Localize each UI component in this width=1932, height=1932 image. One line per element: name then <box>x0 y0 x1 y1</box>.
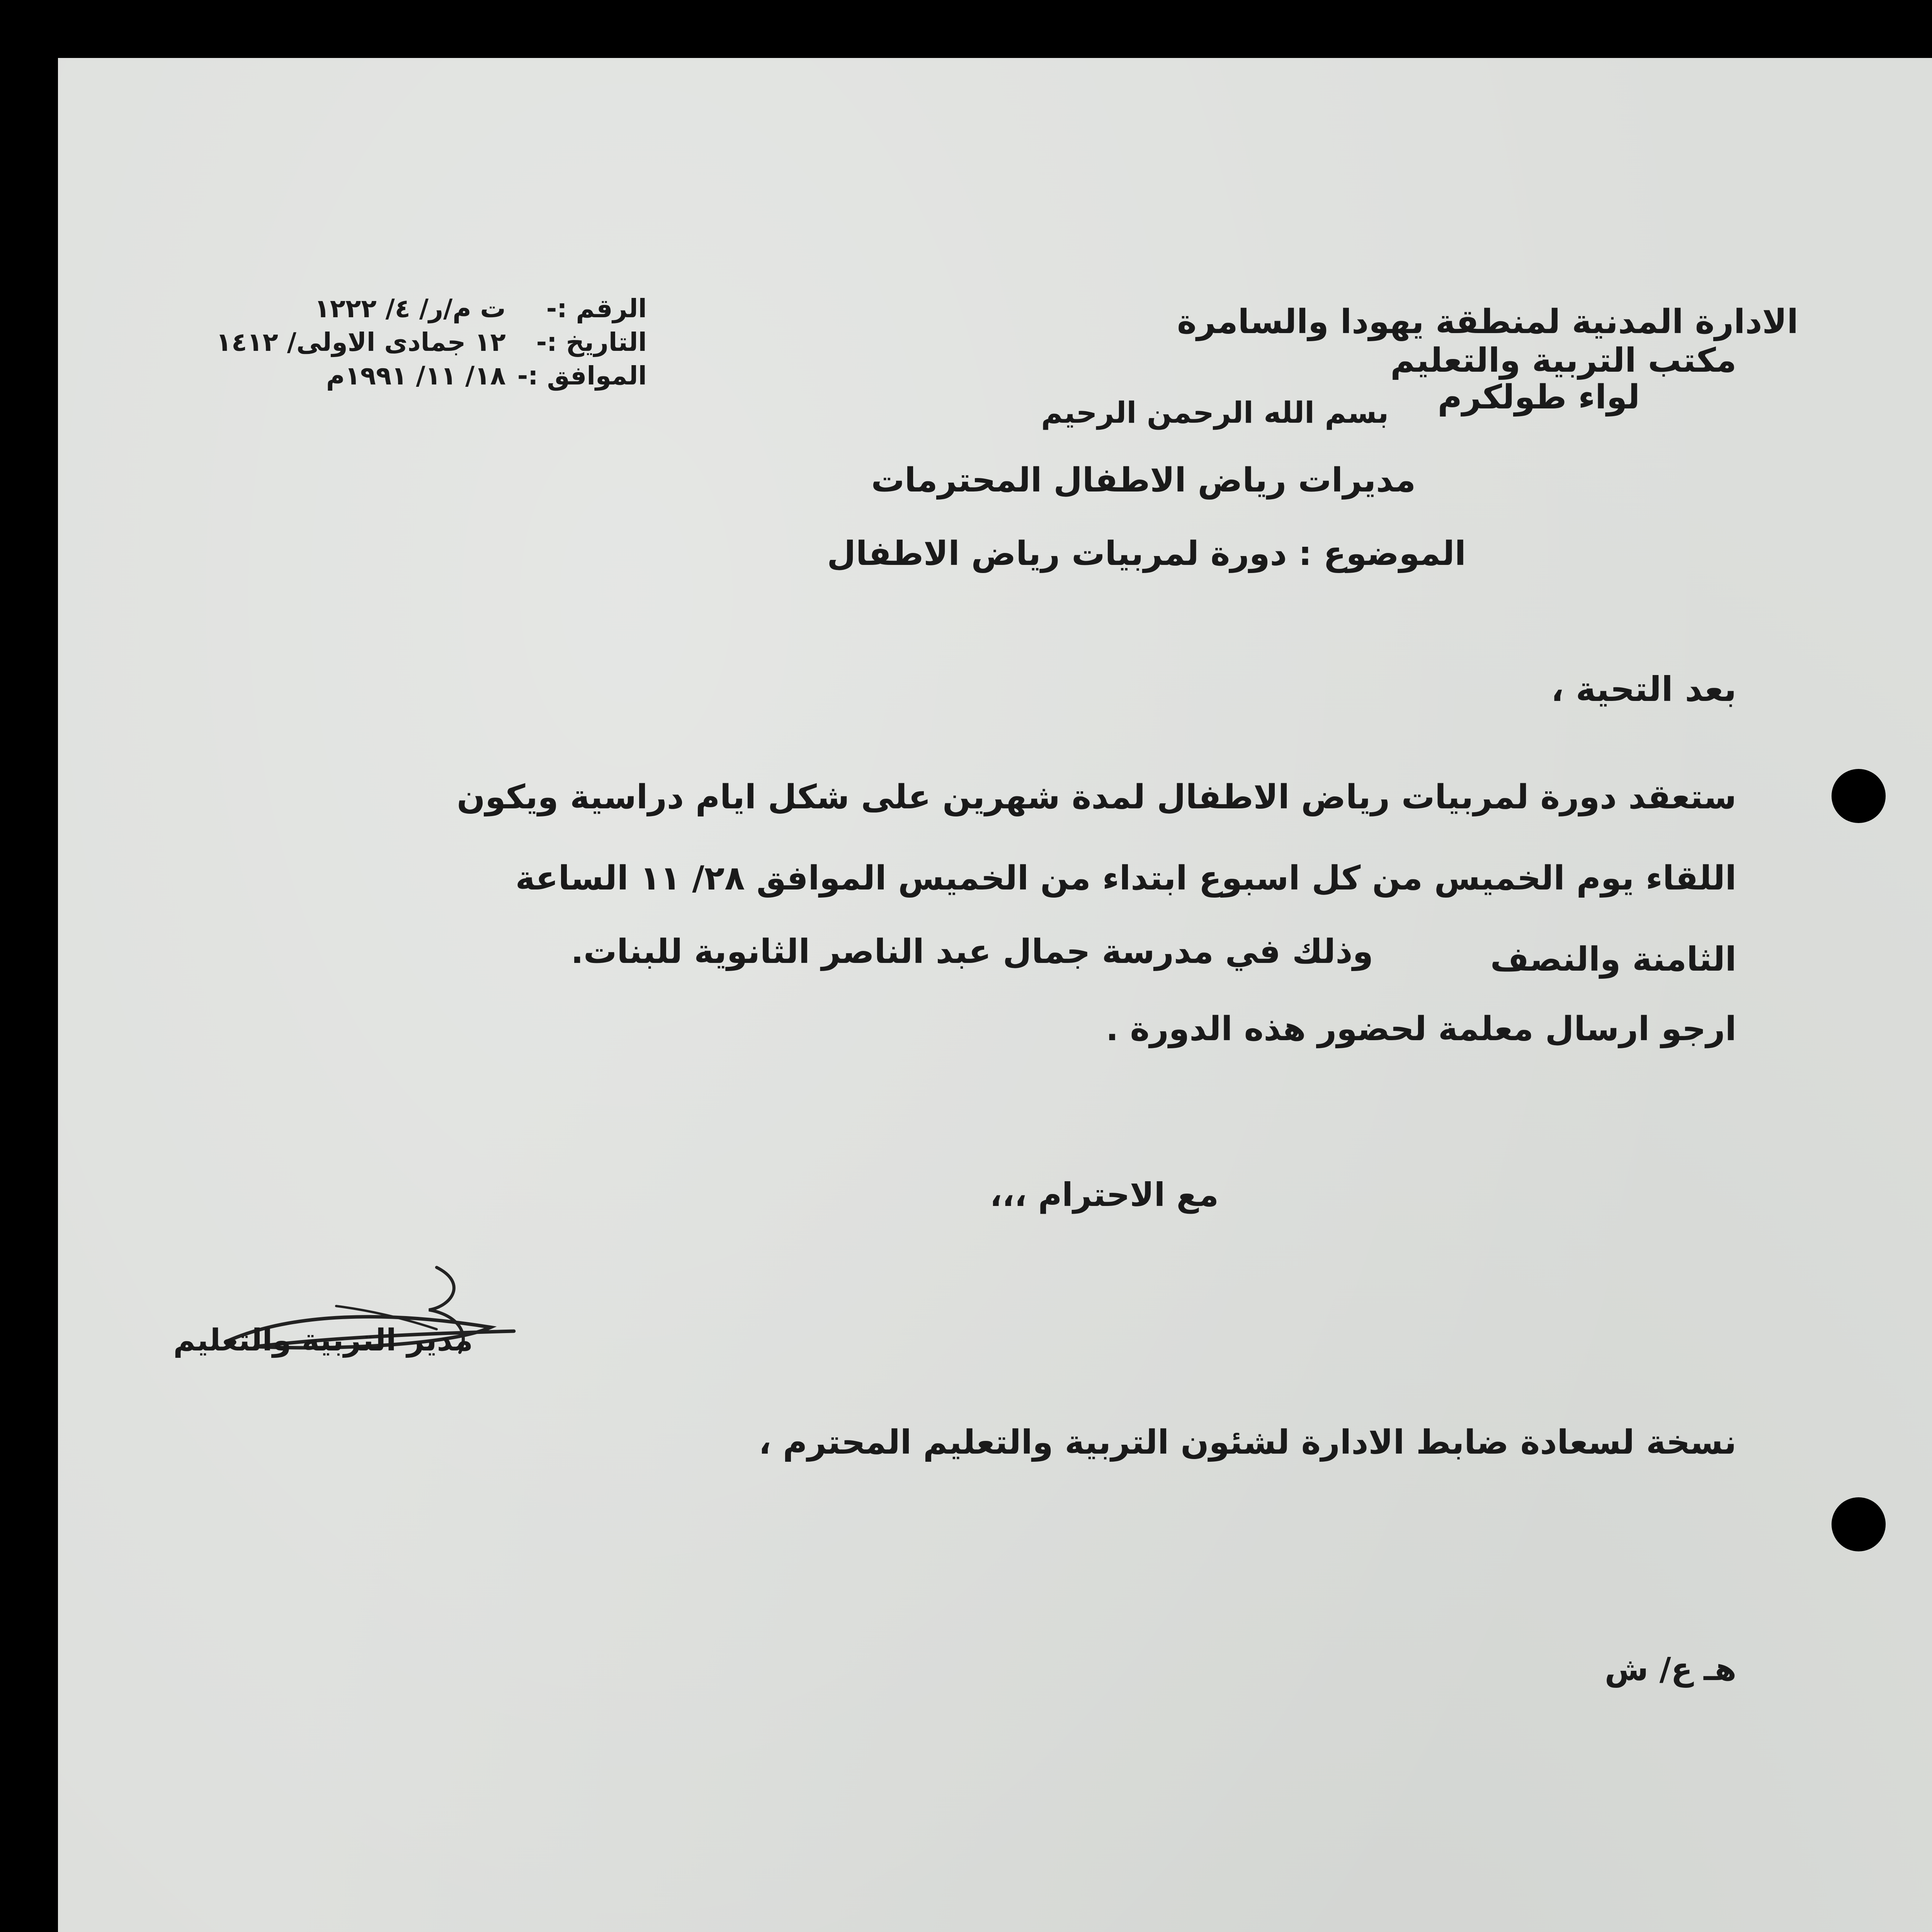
reference-date-value: ١٢ جمادى الاولى/ ١٤١٢ <box>216 327 506 357</box>
greeting: بعد التحية ، <box>1551 669 1736 709</box>
copy-to-line: نسخة لسعادة ضابط الادارة لشئون التربية والتعليم المحترم ، <box>759 1423 1736 1462</box>
reference-corresponding-value: ١٨/ ١١/ ١٩٩١م <box>326 361 506 391</box>
signatory-title: مدير التربية والتعليم <box>173 1323 473 1358</box>
reference-number-value: ت م/ر/ ٤/ ١٢٢٢ <box>314 294 506 323</box>
typist-initials: هـ ع/ ش <box>1604 1651 1736 1688</box>
subject-line: الموضوع : دورة لمربيات رياض الاطفال <box>827 534 1466 573</box>
letter-page <box>58 58 1932 1932</box>
reference-block <box>106 294 647 391</box>
reference-number-label: الرقم :- <box>546 294 647 323</box>
sender-line-3: لواء طولكرم <box>1437 378 1640 417</box>
basmala: بسم الله الرحمن الرحيم <box>1041 395 1389 430</box>
addressee: مديرات رياض الاطفال المحترمات <box>871 461 1416 500</box>
reference-date-label: التاريخ :- <box>536 327 647 357</box>
body-line-3-time: الثامنة والنصف <box>1490 940 1736 979</box>
body-line-1: ستعقد دورة لمربيات رياض الاطفال لمدة شهرين على شكل ايام دراسية ويكون <box>457 778 1736 816</box>
sender-line-2: مكتب التربية والتعليم <box>1390 341 1736 380</box>
body-line-3-location: وذلك في مدرسة جمال عبد الناصر الثانوية للبنات. <box>571 932 1373 971</box>
sender-line-1: الادارة المدنية لمنطقة يهودا والسامرة <box>1177 303 1798 341</box>
body-line-2: اللقاء يوم الخميس من كل اسبوع ابتداء من الخميس الموافق ٢٨/ ١١ الساعة <box>515 859 1736 898</box>
punch-hole-top <box>1832 769 1886 823</box>
signature-scribble <box>220 1252 568 1383</box>
punch-hole-bottom <box>1832 1497 1886 1551</box>
closing: مع الاحترام ،،، <box>990 1176 1219 1214</box>
reference-corresponding-label: الموافق :- <box>517 361 647 391</box>
body-line-4: ارجو ارسال معلمة لحضور هذه الدورة . <box>1105 1010 1736 1048</box>
